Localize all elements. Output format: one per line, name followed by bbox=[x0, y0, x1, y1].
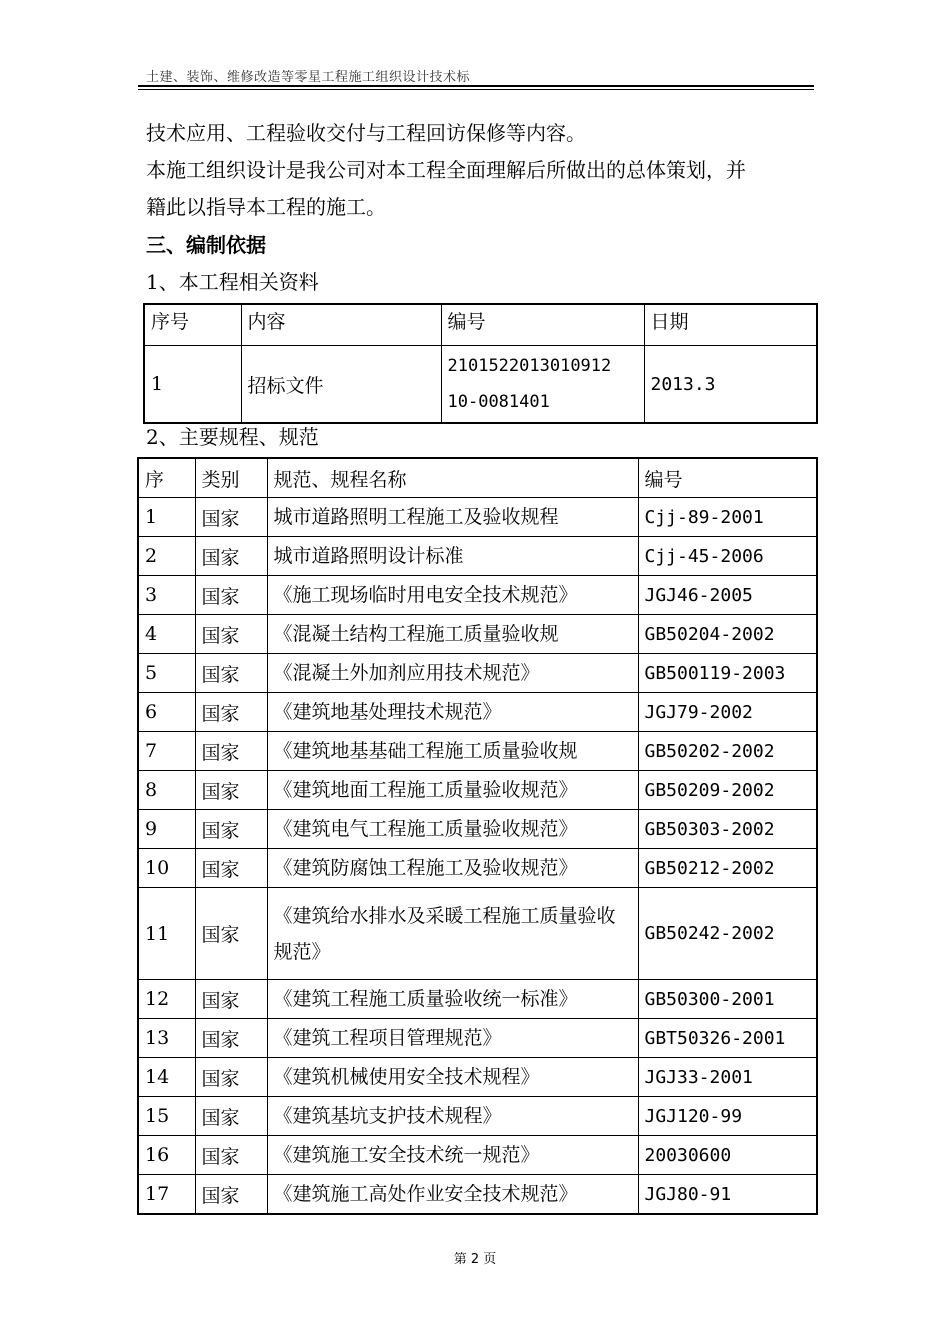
row-number: 7 bbox=[138, 732, 195, 771]
table-row bbox=[138, 849, 817, 888]
row-standard-name: 城市道路照明设计标准 bbox=[267, 537, 638, 576]
header-cell: 规范、规程名称 bbox=[267, 458, 638, 498]
row-category: 国家 bbox=[195, 810, 267, 849]
row-standard-name: 《施工现场临时用电安全技术规范》 bbox=[267, 576, 638, 615]
row-standard-name: 城市道路照明工程施工及验收规程 bbox=[267, 498, 638, 537]
page-number: 第 2 页 bbox=[453, 1252, 497, 1267]
header-cell: 编号 bbox=[638, 458, 817, 498]
section-heading: 三、编制依据 bbox=[146, 233, 266, 257]
header-rule-thin bbox=[138, 89, 814, 90]
row-category: 国家 bbox=[195, 1058, 267, 1097]
row-category: 国家 bbox=[195, 576, 267, 615]
table-row bbox=[138, 654, 817, 693]
row-standard-code: GB50303-2002 bbox=[638, 810, 817, 849]
paragraph-line-1: 技术应用、工程验收交付与工程回访保修等内容。 bbox=[146, 121, 586, 145]
row-standard-name: 《建筑给水排水及采暖工程施工质量验收规范》 bbox=[267, 888, 638, 980]
row-category: 国家 bbox=[195, 537, 267, 576]
table-row bbox=[138, 537, 817, 576]
row-category: 国家 bbox=[195, 615, 267, 654]
header-cell: 日期 bbox=[644, 304, 817, 346]
row-standard-code: GB50209-2002 bbox=[638, 771, 817, 810]
row-standard-code: Cjj-45-2006 bbox=[638, 537, 817, 576]
table-row bbox=[138, 615, 817, 654]
subheading-project-materials: 1、本工程相关资料 bbox=[146, 270, 319, 294]
row-number: 5 bbox=[138, 654, 195, 693]
row-standard-name: 《建筑地基处理技术规范》 bbox=[267, 693, 638, 732]
row-standard-code: GB50300-2001 bbox=[638, 980, 817, 1019]
row-standard-code: GB50204-2002 bbox=[638, 615, 817, 654]
row-category: 国家 bbox=[195, 849, 267, 888]
paragraph-line-3: 籍此以指导本工程的施工。 bbox=[146, 195, 386, 219]
table-row bbox=[138, 732, 817, 771]
row-category: 国家 bbox=[195, 693, 267, 732]
table-row bbox=[138, 576, 817, 615]
table-row bbox=[138, 498, 817, 537]
row-number: 17 bbox=[138, 1175, 195, 1215]
row-number: 14 bbox=[138, 1058, 195, 1097]
row-category: 国家 bbox=[195, 1097, 267, 1136]
row-number: 13 bbox=[138, 1019, 195, 1058]
header-cell: 序 bbox=[138, 458, 195, 498]
row-number: 15 bbox=[138, 1097, 195, 1136]
row-standard-name: 《建筑机械使用安全技术规程》 bbox=[267, 1058, 638, 1097]
row-category: 国家 bbox=[195, 498, 267, 537]
header-cell: 类别 bbox=[195, 458, 267, 498]
row-category: 国家 bbox=[195, 980, 267, 1019]
header-cell: 序号 bbox=[144, 304, 241, 346]
table-row bbox=[138, 1136, 817, 1175]
row-category: 国家 bbox=[195, 771, 267, 810]
row-number: 2 bbox=[138, 537, 195, 576]
table-row bbox=[138, 1175, 817, 1215]
row-number: 3 bbox=[138, 576, 195, 615]
table-row bbox=[138, 1058, 817, 1097]
header-cell: 编号 bbox=[441, 304, 644, 346]
header-cell: 内容 bbox=[241, 304, 441, 346]
row-number: 9 bbox=[138, 810, 195, 849]
paragraph-line-2: 本施工组织设计是我公司对本工程全面理解后所做出的总体策划，并 bbox=[146, 158, 746, 182]
row-standard-code: Cjj-89-2001 bbox=[638, 498, 817, 537]
table-row bbox=[138, 1097, 817, 1136]
row-standard-name: 《建筑施工安全技术统一规范》 bbox=[267, 1136, 638, 1175]
row-number: 1 bbox=[138, 498, 195, 537]
standards-table bbox=[137, 457, 818, 1215]
row-standard-code: 20030600 bbox=[638, 1136, 817, 1175]
table-row bbox=[138, 1019, 817, 1058]
row-standard-code: JGJ33-2001 bbox=[638, 1058, 817, 1097]
table-header-row bbox=[138, 458, 817, 498]
row-standard-code: GB50242-2002 bbox=[638, 888, 817, 980]
row-standard-code: GB500119-2003 bbox=[638, 654, 817, 693]
row-code bbox=[441, 346, 644, 424]
table-row bbox=[138, 980, 817, 1019]
row-category: 国家 bbox=[195, 1019, 267, 1058]
row-standard-name: 《建筑工程项目管理规范》 bbox=[267, 1019, 638, 1058]
row-number: 4 bbox=[138, 615, 195, 654]
row-number: 6 bbox=[138, 693, 195, 732]
running-header: 土建、装饰、维修改造等零星工程施工组织设计技术标 bbox=[146, 70, 471, 85]
row-code-line-1: 2101522013010912 bbox=[447, 356, 612, 376]
row-category: 国家 bbox=[195, 888, 267, 980]
table-header-row bbox=[144, 304, 817, 346]
row-standard-name: 《建筑基坑支护技术规程》 bbox=[267, 1097, 638, 1136]
row-standard-name: 《建筑施工高处作业安全技术规范》 bbox=[267, 1175, 638, 1215]
table-row bbox=[138, 888, 817, 980]
row-standard-code: JGJ46-2005 bbox=[638, 576, 817, 615]
row-category: 国家 bbox=[195, 654, 267, 693]
row-number: 8 bbox=[138, 771, 195, 810]
row-category: 国家 bbox=[195, 1175, 267, 1215]
row-standard-code: JGJ120-99 bbox=[638, 1097, 817, 1136]
row-standard-name: 《建筑防腐蚀工程施工及验收规范》 bbox=[267, 849, 638, 888]
row-date: 2013.3 bbox=[644, 346, 817, 424]
subheading-standards: 2、主要规程、规范 bbox=[146, 425, 319, 449]
row-standard-code: GBT50326-2001 bbox=[638, 1019, 817, 1058]
row-content: 招标文件 bbox=[241, 346, 441, 424]
header-rule-thick bbox=[138, 85, 814, 87]
row-standard-code: GB50202-2002 bbox=[638, 732, 817, 771]
row-code-line-2: 10-0081401 bbox=[447, 392, 550, 412]
row-number: 1 bbox=[144, 346, 241, 424]
table-row bbox=[144, 346, 817, 424]
row-standard-name: 《建筑地面工程施工质量验收规范》 bbox=[267, 771, 638, 810]
row-standard-name: 《混凝土结构工程施工质量验收规 bbox=[267, 615, 638, 654]
table-row bbox=[138, 810, 817, 849]
table-row bbox=[138, 693, 817, 732]
row-number: 16 bbox=[138, 1136, 195, 1175]
row-standard-name: 《建筑地基基础工程施工质量验收规 bbox=[267, 732, 638, 771]
row-number: 10 bbox=[138, 849, 195, 888]
project-materials-table bbox=[143, 303, 818, 424]
row-standard-name: 《混凝土外加剂应用技术规范》 bbox=[267, 654, 638, 693]
row-standard-name: 《建筑工程施工质量验收统一标准》 bbox=[267, 980, 638, 1019]
row-category: 国家 bbox=[195, 732, 267, 771]
row-standard-code: JGJ79-2002 bbox=[638, 693, 817, 732]
row-standard-code: JGJ80-91 bbox=[638, 1175, 817, 1215]
row-number: 12 bbox=[138, 980, 195, 1019]
row-standard-name: 《建筑电气工程施工质量验收规范》 bbox=[267, 810, 638, 849]
row-standard-code: GB50212-2002 bbox=[638, 849, 817, 888]
table-row bbox=[138, 771, 817, 810]
row-category: 国家 bbox=[195, 1136, 267, 1175]
row-number: 11 bbox=[138, 888, 195, 980]
